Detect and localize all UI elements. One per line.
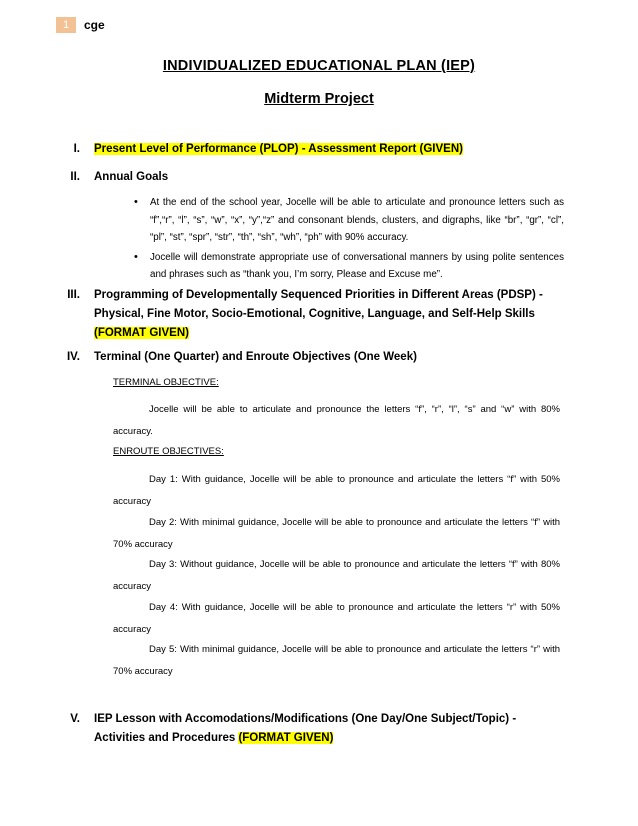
section-3-number: III.	[67, 289, 80, 301]
enroute-day-5	[113, 639, 560, 683]
enroute-day-text: Day 4: With guidance, Jocelle will be able to pronounce and articulate the letters “r” with 50% accuracy	[113, 602, 560, 635]
section-5-heading	[94, 710, 539, 748]
header-code: cge	[84, 18, 105, 32]
enroute-day-1	[113, 469, 560, 513]
section-4-number: IV.	[66, 351, 80, 363]
document-title: INDIVIDUALIZED EDUCATIONAL PLAN (IEP)	[162, 58, 476, 74]
list-item	[134, 194, 564, 247]
enroute-objectives-label: ENROUTE OBJECTIVES:	[113, 446, 224, 457]
goal-text: At the end of the school year, Jocelle will be able to articulate and pronounce letters such as “f”,“r”, “l”, “s”, “w”, “x”, “y”,“z” and consonant blends, clusters, and digraphs, like “br”, “gr”, “cl”, “pl”, “st”, “spr”, “str”, “th”, “sh”, “wh”, “ph” with 90% accuracy.	[150, 197, 564, 243]
enroute-day-text: Day 2: With minimal guidance, Jocelle will be able to pronounce and articulate the letters “f” with 70% accuracy	[113, 517, 560, 550]
section-5-format-tag: (FORMAT GIVEN)	[238, 732, 334, 744]
page-number: 1	[62, 19, 70, 31]
annual-goals-list	[134, 194, 564, 286]
section-1-text: Present Level of Performance (PLOP) - Assessment Report (GIVEN)	[94, 143, 463, 155]
enroute-day-4	[113, 597, 560, 641]
bullet-icon: •	[134, 250, 138, 263]
document-subtitle: Midterm Project	[264, 91, 374, 107]
enroute-day-text: Day 3: Without guidance, Jocelle will be able to pronounce and articulate the letters “f” with 80% accuracy	[113, 559, 560, 592]
section-2-number: II.	[70, 171, 80, 183]
section-5-text: IEP Lesson with Accomodations/Modifications (One Day/One Subject/Topic) - Activities and Procedures	[94, 713, 517, 744]
terminal-objective-text	[113, 399, 560, 443]
section-1-heading	[94, 140, 554, 159]
section-4-heading: Terminal (One Quarter) and Enroute Objectives (One Week)	[94, 351, 417, 363]
enroute-day-text: Day 1: With guidance, Jocelle will be able to pronounce and articulate the letters “f” with 50% accuracy	[113, 474, 560, 507]
enroute-day-3	[113, 554, 560, 598]
section-3-text: Programming of Developmentally Sequenced Priorities in Different Areas (PDSP) - Physical, Fine Motor, Socio-Emotional, Cognitive, Language, and Self-Help Skills	[94, 289, 543, 320]
section-3-format-tag: (FORMAT GIVEN)	[94, 327, 189, 339]
page-number-tab	[56, 17, 76, 33]
list-item	[134, 249, 564, 284]
goal-text: Jocelle will demonstrate appropriate use of conversational manners by using polite sentences and phrases such as “thank you, I’m sorry, Please and Excuse me”.	[150, 251, 564, 280]
terminal-objective-label: TERMINAL OBJECTIVE:	[113, 377, 219, 388]
bullet-icon: •	[134, 196, 138, 208]
section-3-heading	[94, 286, 549, 343]
section-5-number: V.	[70, 713, 80, 725]
enroute-day-text: Day 5: With minimal guidance, Jocelle will be able to pronounce and articulate the letters “r” with 70% accuracy	[113, 644, 560, 677]
enroute-day-2	[113, 512, 560, 556]
section-2-heading: Annual Goals	[94, 171, 169, 183]
section-1-number: I.	[73, 143, 80, 155]
terminal-objective-body: Jocelle will be able to articulate and pronounce the letters “f”, “r”, “l”, “s” and “w” with 80% accuracy.	[113, 404, 560, 437]
